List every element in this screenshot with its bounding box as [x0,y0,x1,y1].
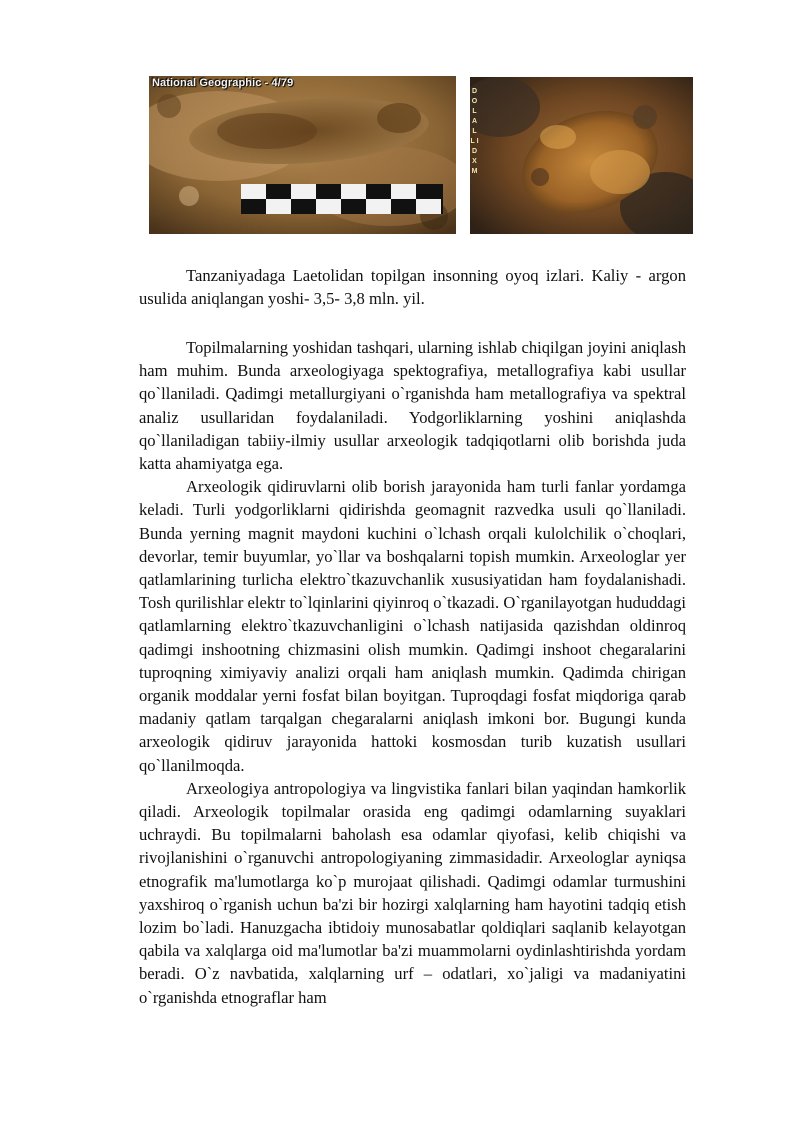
figure-caption [139,264,686,310]
footprint-closeup-image [470,77,693,234]
photo-side-mark: D O L A L L I D X M [470,88,479,175]
photo-source-label: National Geographic - 4/79 [152,77,294,89]
caption-text: Tanzaniyadaga Laetolidan topilgan insonning oyoq izlari. Kaliy - argon usulida aniqlangan yoshi- 3,5- 3,8 mln. yil. [139,266,686,309]
footprint-closeup-photo [470,77,693,234]
paragraph-3: Arxeologiya antropologiya va lingvistika fanlari bilan yaqindan hamkorlik qiladi. Arxeologik topilmalar orasida eng qadimgi odamlarning suyaklari uchraydi. Bu topilmalarni baholash esa odamlar qiyofasi, kelib chiqishi va rivojlanishini o`rganuvchi antropologiyaning zimmasidadir. Arxeologlar ayniqsa etnografik ma'lumotlarga ko`p murojaat qilishadi. Qadimgi odamlar turmushini yaxshiroq o`rganish uchun ba'zi bir hozirgi xalqlarning ham hayotini tadqiq etish lozim bo`ladi. Hanuzgacha ibtidoiy munosabatlar qoldiqlari saqlanib kelayotgan qabila va xalqlarga oid ma'lumotlar ba'zi muammolarni oydinlashtirishda yordam beradi. O`z navbatida, xalqlarning urf – odatlari, xo`jaligi va madaniyatini o`rganishda etnograflar ham [139,778,686,1007]
footprint-photo-with-scale [149,76,456,234]
body-text [139,336,686,1009]
scale-bar [241,184,443,214]
paragraph-2: Arxeologik qidiruvlarni olib borish jarayonida ham turli fanlar yordamga keladi. Turli yodgorliklarni qidirishda geomagnit razvedka usuli qo`llaniladi. Bunda yerning magnit maydoni kuchini o`lchash orqali kulolchilik o`choqlari, devorlar, temir buyumlar, yo`llar va boshqalarni topish mumkin. Arxeologlar yer qatlamlarining turlicha elektro`tkazuvchanlik xususiyatidan ham foydalanishadi. Tosh qurilishlar elektr to`lqinlarini qiyinroq o`tkazadi. O`rganilayotgan hududdagi qatlamlarning elektro`tkazuvchanligini o`lchash natijasida qazishdan oldinroq qadimgi inshootning chizmasini olish mumkin. Qadimgi inshoot chegaralarini tuproqning ximiyaviy analizi orqali ham aniqlash mumkin. Qadimda chirigan organik moddalar yerni fosfat bilan boyitgan. Tuproqdagi fosfat miqdoriga qarab madaniy qatlam tarqalgan chegaralarni aniqlash imkoni bor. Bugungi kunda arxeologik qidiruv jarayonida hattoki kosmosdan turib kuzatish usullari qo`llanilmoqda. [139,477,686,775]
paragraph-1: Topilmalarning yoshidan tashqari, ularning ishlab chiqilgan joyini aniqlash ham muhim. Bunda arxeologiyaga spektografiya, metallografiya kabi usullar qo`llaniladi. Qadimgi metallurgiyani o`rganishda ham metallografiya va spektral analiz usullaridan foydalaniladi. Yodgorliklarning yoshini aniqlashda qo`llaniladigan tabiiy-ilmiy usullar arxeologik tadqiqotlarni olib borishda juda katta ahamiyatga ega. [139,338,686,474]
footprint-photo-image [149,76,456,234]
